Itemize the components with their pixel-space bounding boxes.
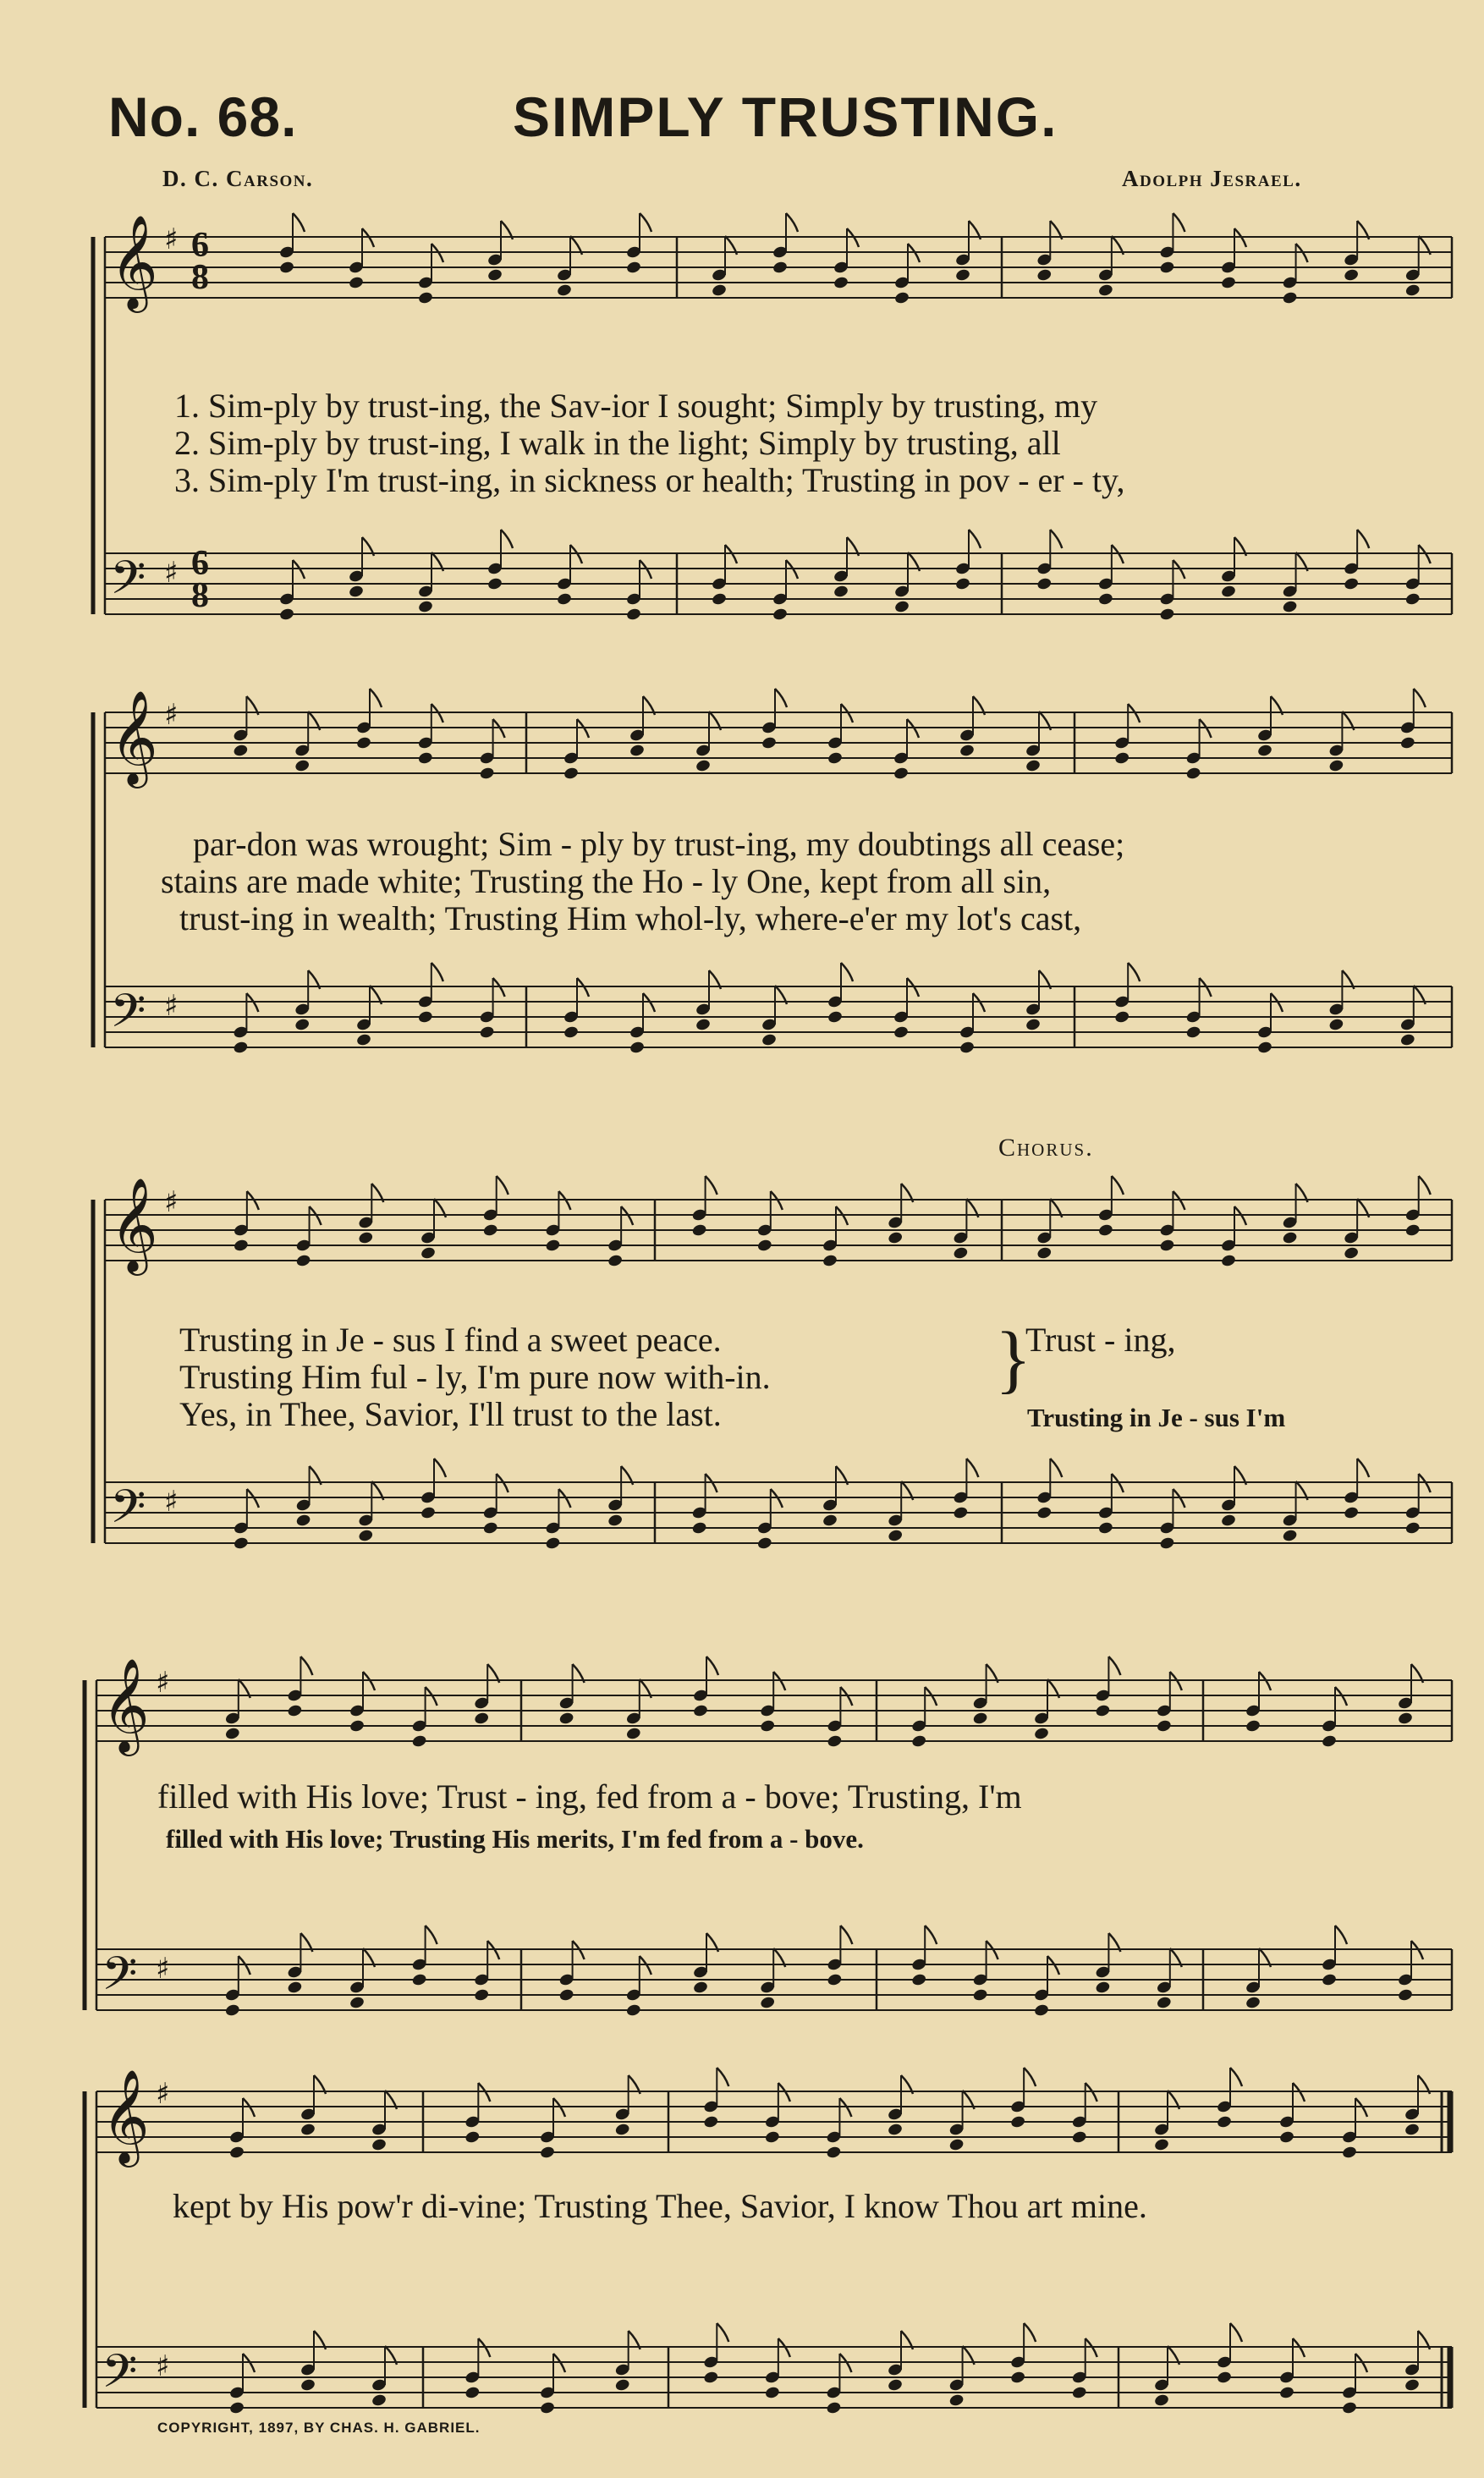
bass-note [888, 1529, 904, 1543]
treble-note [972, 1712, 988, 1726]
treble-note [827, 1734, 843, 1749]
bass-note [1036, 577, 1053, 591]
bass-note [411, 1973, 427, 1987]
treble-note [695, 759, 711, 773]
treble-note [1399, 736, 1415, 750]
treble-note [1185, 766, 1201, 781]
bass-note [1404, 592, 1421, 607]
bass-note [1220, 1514, 1236, 1528]
treble-note [1216, 2115, 1232, 2129]
bass-note [417, 1010, 433, 1025]
treble-clef: 𝄞 [110, 690, 158, 784]
treble-note [355, 736, 371, 750]
bass-note [558, 1988, 574, 2003]
bass-note [355, 1033, 371, 1047]
bass-note [911, 1973, 927, 1987]
treble-note [711, 283, 727, 298]
bass-note [1344, 1506, 1360, 1520]
bass-note [827, 1973, 843, 1987]
bass-note [349, 1996, 365, 2010]
bass-note [1153, 2393, 1169, 2408]
treble-note [703, 2115, 719, 2129]
treble-note [1159, 261, 1175, 275]
treble-note [691, 1223, 707, 1238]
bass-note [1095, 1981, 1111, 1995]
note-flag [1357, 530, 1369, 548]
treble-note [764, 2130, 780, 2145]
lyric-line: kept by His pow'r di-vine; Trusting Thee, Savior, I know Thou art mine. [173, 2187, 1147, 2225]
note-flag [841, 963, 853, 981]
bass-note [1071, 2386, 1087, 2400]
lyric-line: Trusting in Je - sus I find a sweet peace. [179, 1321, 722, 1359]
bass-note [760, 1996, 776, 2010]
bass-note [1220, 585, 1236, 599]
treble-note [417, 291, 433, 305]
hymn-number: No. 68. [108, 85, 298, 148]
bass-note [1328, 1018, 1344, 1032]
bass-note [833, 585, 849, 599]
note-flag [969, 530, 981, 548]
note-flag [1112, 1176, 1124, 1195]
treble-note [887, 2123, 903, 2137]
note-flag [706, 1176, 717, 1195]
treble-note [1025, 759, 1041, 773]
bass-note [959, 1041, 975, 1055]
treble-note [1033, 1727, 1049, 1741]
treble-note [464, 2130, 481, 2145]
copyright-notice: COPYRIGHT, 1897, BY CHAS. H. GABRIEL. [157, 2420, 481, 2436]
treble-note [625, 261, 641, 275]
bass-note [556, 592, 572, 607]
treble-key-sharp: ♯ [164, 223, 179, 256]
bass-note [358, 1529, 374, 1543]
treble-note [1344, 1246, 1360, 1261]
note-flag [717, 2323, 728, 2342]
treble-key-sharp: ♯ [156, 2077, 170, 2111]
treble-note [822, 1254, 838, 1268]
bass-clef: 𝄢 [110, 1480, 146, 1545]
bass-note [1341, 2401, 1357, 2415]
treble-note [228, 2146, 245, 2160]
bass-note [761, 1033, 777, 1047]
bass-note [953, 1506, 969, 1520]
bass-note [629, 1041, 645, 1055]
treble-note [1220, 276, 1236, 290]
bass-note [294, 1018, 311, 1032]
bass-note [1216, 2371, 1232, 2385]
treble-note [772, 261, 788, 275]
bass-clef: 𝄢 [102, 1947, 138, 2012]
bass-note [893, 1025, 909, 1040]
treble-note [411, 1734, 427, 1749]
treble-note [1404, 2123, 1420, 2137]
bass-note [1245, 1996, 1261, 2010]
treble-key-sharp: ♯ [164, 1185, 179, 1219]
bass-note [607, 1514, 624, 1528]
bass-note [1404, 1521, 1421, 1536]
treble-note [614, 2123, 630, 2137]
note-flag [840, 1926, 852, 1944]
lyric-line: Trusting Him ful - ly, I'm pure now with-in. [179, 1358, 771, 1396]
treble-note [1245, 1719, 1261, 1734]
bass-note [300, 2378, 316, 2393]
treble-key-sharp: ♯ [164, 698, 179, 732]
treble-note [482, 1223, 498, 1238]
treble-note [692, 1704, 708, 1718]
bass-note [1159, 607, 1175, 622]
note-flag [717, 2068, 728, 2086]
treble-note [1278, 2130, 1294, 2145]
treble-clef: 𝄞 [110, 1177, 158, 1272]
bass-note [1025, 1018, 1041, 1032]
bass-note [1010, 2371, 1026, 2385]
note-flag [1173, 213, 1184, 232]
treble-note [1341, 2146, 1357, 2160]
bass-note [1344, 577, 1360, 591]
lyric-line: trust-ing in wealth; Trusting Him whol-ly, where-e'er my lot's cast, [179, 899, 1082, 937]
bass-key-sharp: ♯ [156, 2349, 170, 2383]
note-flag [1335, 1926, 1347, 1944]
note-flag [1230, 2323, 1242, 2342]
note-flag [706, 1657, 718, 1675]
time-signature-treble: 6 8 [191, 226, 209, 297]
treble-note [1095, 1704, 1111, 1718]
treble-note [1153, 2138, 1169, 2152]
bass-note [625, 2003, 641, 2018]
treble-note [1397, 1712, 1413, 1726]
bass-note [228, 2401, 245, 2415]
chorus-echo-lyric: Trusting in Je - sus I'm [1027, 1403, 1286, 1432]
treble-note [417, 751, 433, 766]
time-signature-bass: 6 8 [191, 544, 209, 615]
treble-note [558, 1712, 574, 1726]
treble-clef: 𝄞 [102, 2069, 150, 2163]
note-flag [786, 213, 798, 232]
treble-clef: 𝄞 [110, 214, 158, 309]
bass-note [691, 1521, 707, 1536]
note-flag [1419, 1176, 1431, 1195]
note-flag [293, 213, 305, 232]
treble-note [827, 751, 843, 766]
note-flag [1108, 1657, 1120, 1675]
bass-note [756, 1536, 772, 1551]
bass-note [1278, 2386, 1294, 2400]
treble-note [278, 261, 294, 275]
treble-note [1010, 2115, 1026, 2129]
bass-note [224, 2003, 240, 2018]
treble-note [1404, 1223, 1421, 1238]
treble-note [474, 1712, 490, 1726]
lyric-brace: } [995, 1317, 1032, 1401]
composer-credit: Adolph Jesrael. [1122, 166, 1302, 191]
bass-note [1185, 1025, 1201, 1040]
lyric-line: 1. Sim-ply by trust-ing, the Sav-ior I sought; Simply by trusting, my [174, 387, 1098, 425]
bass-note [1033, 2003, 1049, 2018]
treble-note [556, 283, 572, 298]
bass-note [1114, 1010, 1130, 1025]
bass-note [1399, 1033, 1415, 1047]
treble-note [1282, 1231, 1298, 1245]
bass-note [887, 2378, 903, 2393]
note-flag [370, 689, 382, 707]
bass-note [692, 1981, 708, 1995]
lyric-line: filled with His love; Trust - ing, fed from a - bove; Trusting, I'm [157, 1777, 1022, 1816]
treble-note [625, 1727, 641, 1741]
treble-note [1328, 759, 1344, 773]
treble-note [348, 276, 364, 290]
treble-note [1036, 1246, 1053, 1261]
treble-note [233, 744, 249, 758]
treble-note [224, 1727, 240, 1741]
treble-note [1404, 283, 1421, 298]
bass-note [1397, 1988, 1413, 2003]
bass-note [1156, 1996, 1172, 2010]
bass-note [482, 1521, 498, 1536]
treble-note [607, 1254, 624, 1268]
treble-note [833, 276, 849, 290]
bass-note [1097, 1521, 1113, 1536]
bass-note [1256, 1041, 1272, 1055]
treble-note [358, 1231, 374, 1245]
lyric-line: 2. Sim-ply by trust-ing, I walk in the light; Simply by trusting, all [174, 424, 1061, 462]
lyric-line: 3. Sim-ply I'm trust-ing, in sickness or health; Trusting in pov - er - ty, [174, 461, 1125, 499]
bass-note [545, 1536, 561, 1551]
bass-note [233, 1041, 249, 1055]
treble-note [756, 1239, 772, 1253]
treble-note [371, 2138, 387, 2152]
bass-note [371, 2393, 387, 2408]
note-flag [966, 1459, 978, 1477]
treble-note [948, 2138, 965, 2152]
chorus-lyric: Trust - ing, [1025, 1321, 1176, 1359]
bass-note [474, 1988, 490, 2003]
note-flag [501, 530, 513, 548]
note-flag [426, 1926, 437, 1944]
bass-note [948, 2393, 965, 2408]
note-flag [1230, 2068, 1242, 2086]
bass-key-sharp: ♯ [164, 556, 179, 590]
treble-note [563, 766, 579, 781]
bass-note [1159, 1536, 1175, 1551]
note-flag [434, 1459, 446, 1477]
bass-note [1282, 1529, 1298, 1543]
bass-note [348, 585, 364, 599]
bass-note [772, 607, 788, 622]
lyric-line: stains are made white; Trusting the Ho - ly One, kept from all sin, [161, 862, 1052, 900]
treble-note [1156, 1719, 1172, 1734]
treble-note [287, 1704, 303, 1718]
note-flag [640, 213, 651, 232]
bass-note [563, 1025, 579, 1040]
treble-note [1097, 283, 1113, 298]
treble-note [479, 766, 495, 781]
treble-note [295, 1254, 311, 1268]
bass-note [827, 1010, 843, 1025]
note-flag [1357, 1459, 1369, 1477]
bass-note [703, 2371, 719, 2385]
note-flag [1050, 1459, 1062, 1477]
treble-note [420, 1246, 436, 1261]
bass-note [826, 2401, 842, 2415]
bass-note [711, 592, 727, 607]
treble-note [826, 2146, 842, 2160]
note-flag [1128, 963, 1140, 981]
chorus-label: Chorus. [998, 1134, 1094, 1162]
bass-note [1404, 2378, 1420, 2393]
note-flag [1024, 2068, 1036, 2086]
treble-note [539, 2146, 555, 2160]
bass-note [539, 2401, 555, 2415]
bass-key-sharp: ♯ [164, 1485, 179, 1519]
treble-note [1114, 751, 1130, 766]
bass-note [464, 2386, 481, 2400]
treble-note [888, 1231, 904, 1245]
treble-note [911, 1734, 927, 1749]
bass-key-sharp: ♯ [156, 1952, 170, 1986]
bass-key-sharp: ♯ [164, 989, 179, 1023]
lyric-line: par-don was wrought; Sim - ply by trust-ing, my doubtings all cease; [193, 825, 1125, 863]
treble-note [1036, 268, 1053, 283]
treble-note [959, 744, 975, 758]
lyric-line: Yes, in Thee, Savior, I'll trust to the last. [179, 1395, 722, 1433]
bass-note [972, 1988, 988, 2003]
note-flag [1050, 530, 1062, 548]
bass-note [278, 607, 294, 622]
hymn-title: SIMPLY TRUSTING. [513, 85, 1058, 148]
treble-note [349, 1719, 365, 1734]
bass-note [417, 600, 433, 614]
treble-note [233, 1239, 249, 1253]
treble-note [760, 1719, 776, 1734]
bass-note [287, 1981, 303, 1995]
bass-note [614, 2378, 630, 2393]
treble-note [1282, 291, 1298, 305]
bass-note [420, 1506, 436, 1520]
treble-note [1256, 744, 1272, 758]
treble-note [1220, 1254, 1236, 1268]
bass-clef: 𝄢 [110, 984, 146, 1049]
treble-note [893, 766, 909, 781]
treble-note [545, 1239, 561, 1253]
bass-clef: 𝄢 [102, 2344, 138, 2409]
treble-note [300, 2123, 316, 2137]
bass-note [625, 607, 641, 622]
author-credit: D. C. Carson. [162, 166, 314, 191]
treble-note [893, 291, 910, 305]
treble-note [486, 268, 503, 283]
treble-note [1071, 2130, 1087, 2145]
bass-note [295, 1514, 311, 1528]
note-flag [300, 1657, 312, 1675]
note-flag [497, 1176, 508, 1195]
bass-note [486, 577, 503, 591]
treble-note [1159, 1239, 1175, 1253]
treble-note [1344, 268, 1360, 283]
bass-note [233, 1536, 249, 1551]
bass-note [764, 2386, 780, 2400]
echo-lyric: filled with His love; Trusting His merits, I'm fed from a - bove. [166, 1824, 864, 1854]
bass-note [479, 1025, 495, 1040]
treble-note [1321, 1734, 1337, 1749]
bass-note [695, 1018, 711, 1032]
bass-note [954, 577, 970, 591]
bass-clef: 𝄢 [110, 551, 146, 616]
note-flag [925, 1926, 937, 1944]
treble-note [294, 759, 311, 773]
treble-note [761, 736, 777, 750]
bass-note [893, 600, 910, 614]
treble-note [954, 268, 970, 283]
bass-note [822, 1514, 838, 1528]
bass-note [1036, 1506, 1053, 1520]
treble-clef: 𝄞 [102, 1657, 150, 1752]
note-flag [1414, 689, 1426, 707]
note-flag [431, 963, 443, 981]
note-flag [1024, 2323, 1036, 2342]
note-flag [775, 689, 787, 707]
treble-note [953, 1246, 969, 1261]
treble-note [629, 744, 645, 758]
treble-key-sharp: ♯ [156, 1666, 170, 1700]
bass-note [1321, 1973, 1337, 1987]
treble-note [1097, 1223, 1113, 1238]
bass-note [1097, 592, 1113, 607]
bass-note [1282, 600, 1298, 614]
